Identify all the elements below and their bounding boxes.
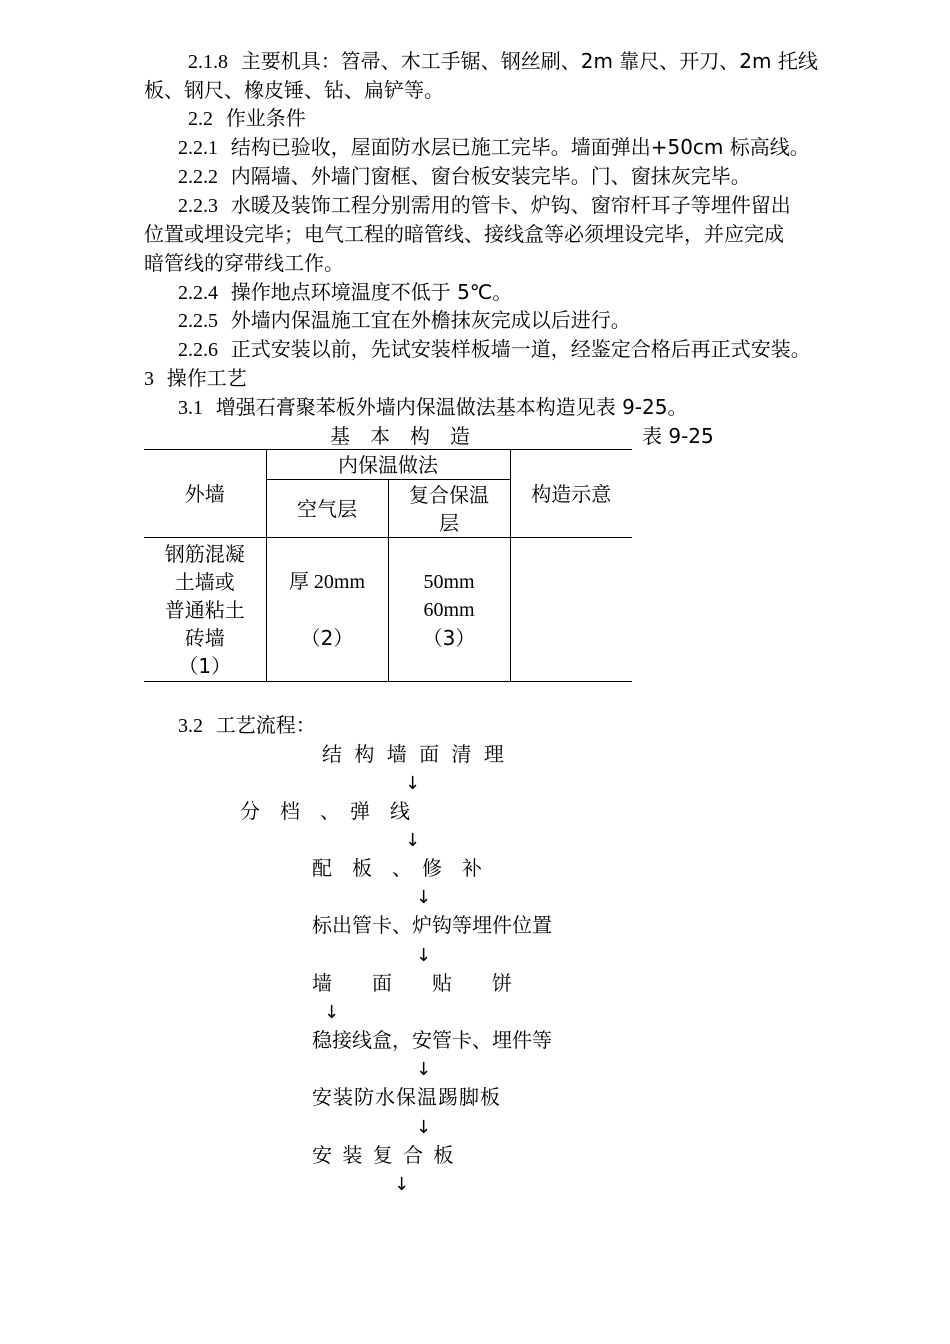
header-composite-line1: 复合保温 (409, 482, 489, 507)
cell-diagram (510, 538, 632, 682)
section-number: 3.2 (178, 715, 203, 737)
composite-value1: 50mm (423, 570, 475, 593)
cell-wall-type (144, 538, 266, 682)
flow-step-4: 标出管卡、炉钩等埋件位置 (312, 913, 552, 937)
para-text: 外墙内保温施工宜在外檐抹灰完成以后进行。 (230, 308, 631, 332)
para-number: 2.2.1 (178, 137, 218, 159)
wall-line1: 钢筋混凝 (164, 541, 245, 566)
para-3-1 (178, 393, 687, 422)
para-2-2-6 (178, 335, 811, 364)
para-number: 2.2.5 (178, 310, 218, 332)
para-2-2-3-cont2: 暗管线的穿带线工作。 (144, 251, 344, 275)
table-number: 表 9-25 (642, 424, 714, 448)
para-2-2-1 (178, 133, 810, 162)
para-number: 2.2.3 (178, 195, 218, 217)
flow-step-5: 墙 面 贴 饼 (312, 971, 512, 995)
section-title: 工艺流程： (215, 713, 316, 737)
composite-index: （3） (422, 625, 476, 650)
para-text: 增强石膏聚苯板外墙内保温做法基本构造见表 9-25。 (215, 395, 688, 419)
para-text: 操作地点环境温度不低于 5℃。 (230, 280, 513, 304)
header-insulation-method: 内保温做法 (266, 450, 510, 480)
air-value: 厚 20mm (288, 570, 366, 593)
wall-line3: 普通粘土 (164, 597, 245, 622)
wall-index: （1） (178, 653, 232, 678)
flow-arrow-icon: ↓ (405, 830, 421, 851)
para-2-2-3 (178, 191, 791, 220)
para-text: 内隔墙、外墙门窗框、窗台板安装完毕。门、窗抹灰完毕。 (230, 164, 751, 188)
flow-arrow-icon: ↓ (416, 945, 432, 966)
section-3-heading (144, 364, 247, 393)
section-title: 操作工艺 (166, 366, 247, 390)
wall-line4: 砖墙 (184, 625, 225, 650)
para-text: 结构已验收，屋面防水层已施工完毕。墙面弹出+50cm 标高线。 (230, 135, 810, 159)
section-number: 3 (144, 368, 154, 390)
header-diagram: 构造示意 (510, 450, 632, 538)
para-2-1-8-cont: 板、钢尺、橡皮锤、钻、扁铲等。 (144, 78, 444, 102)
flow-step-7: 安装防水保温踢脚板 (312, 1085, 501, 1109)
para-text: 正式安装以前，先试安装样板墙一道，经鉴定合格后再正式安装。 (230, 337, 811, 361)
para-2-2-4 (178, 278, 512, 307)
header-composite-layer (388, 480, 510, 538)
para-text: 主要机具：笤帚、木工手锯、钢丝刷、2m 靠尺、开刀、2m 托线 (240, 49, 818, 73)
section-2-2-heading (188, 104, 306, 133)
section-title: 作业条件 (225, 106, 306, 130)
flow-arrow-icon: ↓ (394, 1174, 410, 1195)
flow-arrow-icon: ↓ (416, 1117, 432, 1138)
table-title: 基 本 构 造 (330, 424, 470, 448)
composite-value2: 60mm (423, 598, 475, 621)
flow-arrow-icon: ↓ (324, 1002, 340, 1023)
para-2-2-2 (178, 162, 751, 191)
construction-table (144, 449, 632, 682)
flow-step-3: 配 板 、 修 补 (312, 856, 482, 880)
para-2-2-5 (178, 306, 631, 335)
header-outer-wall: 外墙 (144, 450, 266, 538)
para-number: 2.2.2 (178, 166, 218, 188)
para-2-2-3-cont1: 位置或埋设完毕；电气工程的暗管线、接线盒等必须埋设完毕，并应完成 (144, 222, 784, 246)
flow-step-6: 稳接线盒，安管卡、埋件等 (312, 1028, 552, 1052)
para-number: 3.1 (178, 397, 203, 419)
para-number: 2.1.8 (188, 51, 228, 73)
para-2-1-8 (188, 47, 818, 76)
flow-arrow-icon: ↓ (405, 773, 421, 794)
para-number: 2.2.6 (178, 339, 218, 361)
para-number: 2.2.4 (178, 282, 218, 304)
air-index: （2） (300, 625, 354, 650)
header-composite-line2: 层 (439, 510, 459, 535)
flow-step-8: 安 装 复 合 板 (312, 1143, 456, 1167)
wall-line2: 土墙或 (174, 569, 235, 594)
flow-step-2: 分 档 、 弹 线 (240, 799, 410, 823)
flow-arrow-icon: ↓ (416, 1059, 432, 1080)
flow-arrow-icon: ↓ (416, 887, 432, 908)
cell-composite-layer (388, 538, 510, 682)
cell-air-layer (266, 538, 388, 682)
para-text: 水暖及装饰工程分别需用的管卡、炉钩、窗帘杆耳子等埋件留出 (230, 193, 791, 217)
header-air-layer: 空气层 (266, 480, 388, 538)
section-number: 2.2 (188, 108, 213, 130)
flow-step-1: 结 构 墙 面 清 理 (322, 742, 507, 766)
process-heading (178, 711, 316, 740)
